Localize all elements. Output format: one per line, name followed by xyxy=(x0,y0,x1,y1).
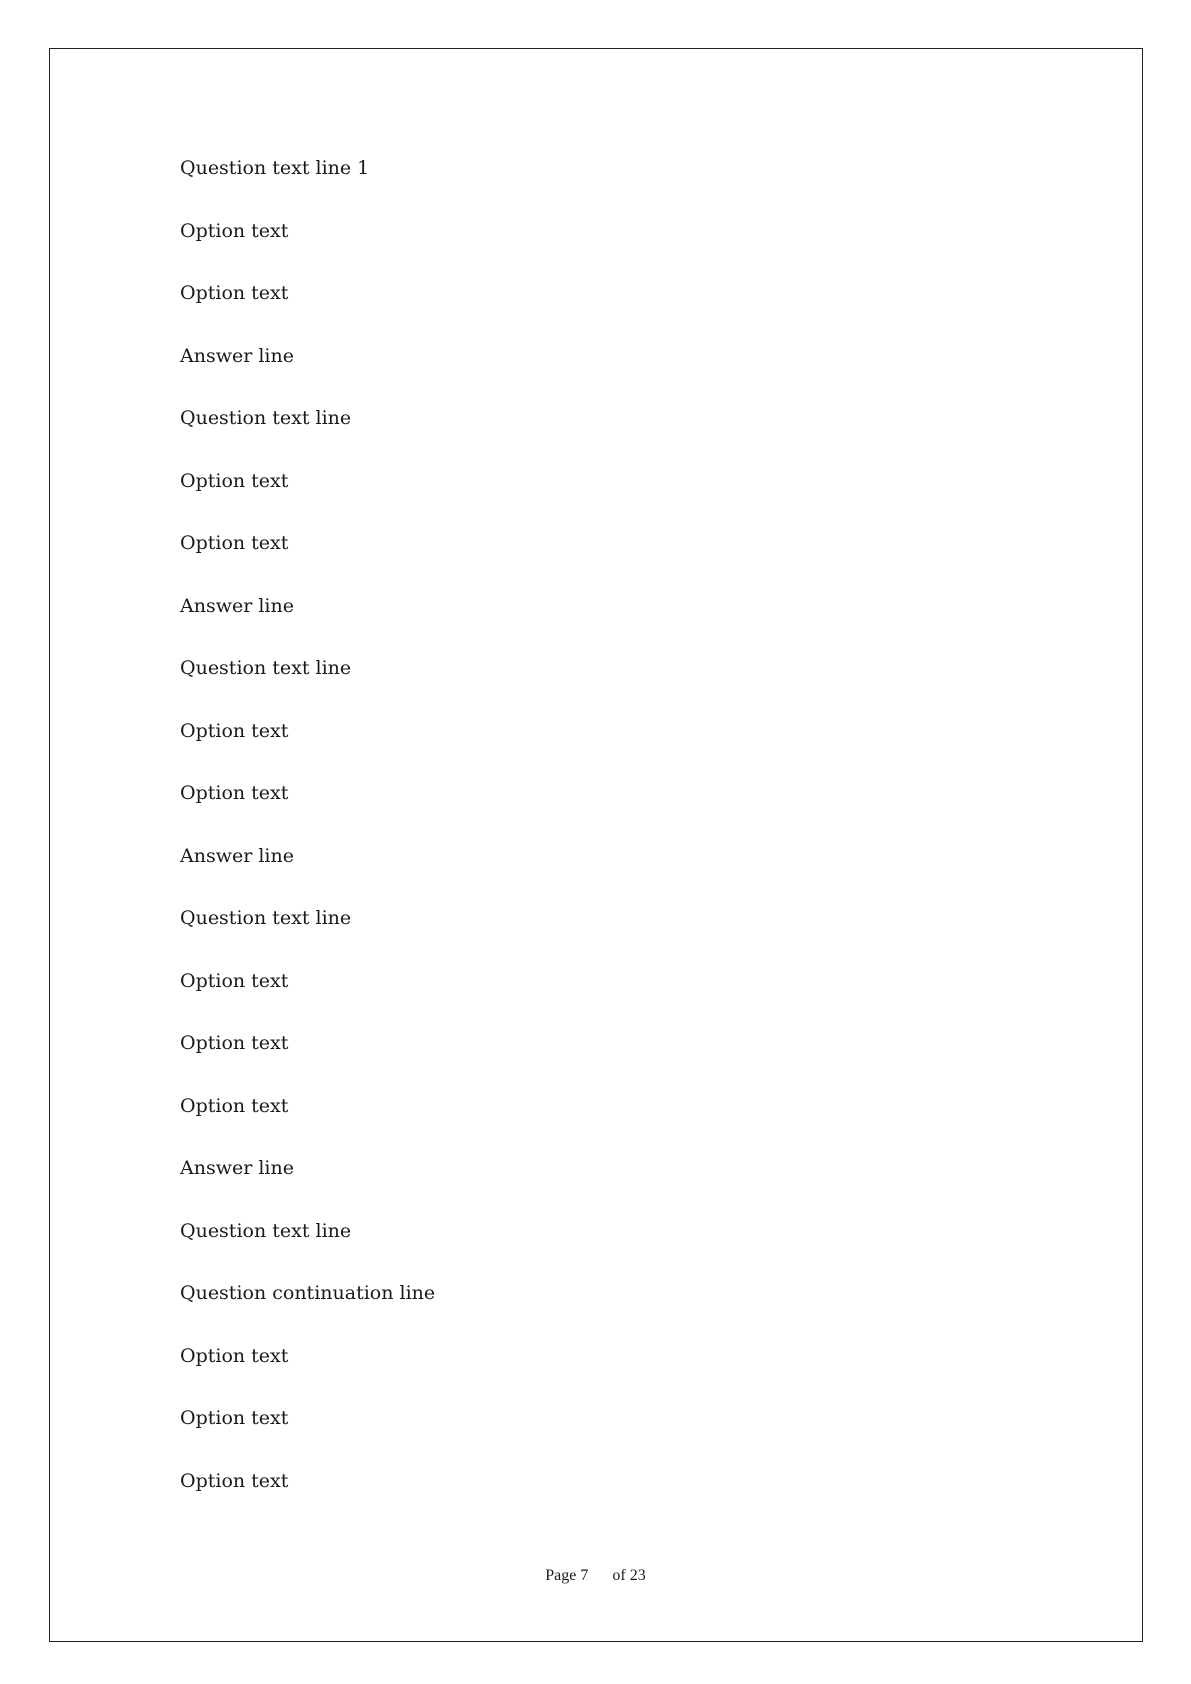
question-30-option-a: Option text xyxy=(180,719,289,742)
question-28-option-a: Option text xyxy=(180,219,289,242)
question-32-option-c: Option text xyxy=(180,1469,289,1492)
question-29-answer: Answer line xyxy=(180,594,294,617)
question-30-answer: Answer line xyxy=(180,844,294,867)
page-footer xyxy=(0,1567,1191,1585)
question-32-text: Question text line xyxy=(180,1219,352,1242)
question-32-option-a: Option text xyxy=(180,1344,289,1367)
question-31-text: Question text line xyxy=(180,907,352,929)
question-28-text: Question text line 1 xyxy=(180,157,370,179)
question-31-option-b: Option text xyxy=(180,1032,289,1054)
question-28-answer: Answer line xyxy=(180,344,294,367)
document-body xyxy=(180,155,1080,1530)
question-31-option-c: Option text xyxy=(180,1094,289,1117)
question-29-option-a: Option text xyxy=(180,469,289,492)
question-32-text-continued: Question continuation line xyxy=(180,1282,436,1304)
page-number-current: Page 7 xyxy=(545,1567,589,1584)
question-29-option-b: Option text xyxy=(180,532,289,554)
question-30-option-b: Option text xyxy=(180,782,289,804)
question-31-option-a: Option text xyxy=(180,969,289,992)
question-32-option-b: Option text xyxy=(180,1407,289,1429)
question-31-answer: Answer line xyxy=(180,1157,294,1179)
question-29-text: Question text line xyxy=(180,407,352,429)
question-28-option-b: Option text xyxy=(180,282,289,304)
page-number-total: of 23 xyxy=(612,1567,646,1584)
question-30-text: Question text line xyxy=(180,657,352,679)
